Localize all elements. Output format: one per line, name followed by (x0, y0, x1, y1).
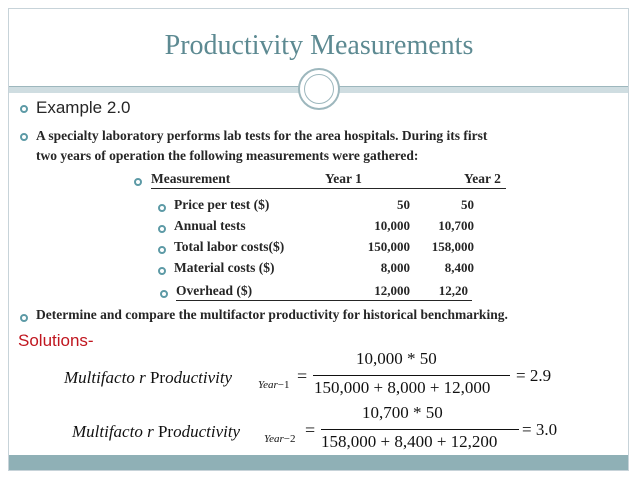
eq2-lhs-part: Multifacto (72, 422, 143, 441)
eq2-subscript-index: −2 (283, 433, 296, 445)
eq2-lhs-part: oductivity (173, 422, 241, 441)
table-cell-year2: 12,20 (438, 283, 468, 298)
eq1-subscript (258, 379, 290, 391)
table-cell-year1: 8,000 (380, 260, 410, 275)
bullet-dot (20, 314, 28, 322)
eq2-fraction-bar (321, 429, 519, 430)
eq2-denominator: 158,000 + 8,400 + 12,200 (321, 432, 498, 451)
eq1-fraction-bar (313, 375, 510, 376)
table-header-year2: Year 2 (464, 171, 501, 186)
eq2-result: = 3.0 (522, 420, 558, 439)
eq1-lhs (64, 368, 232, 388)
bullet-dot (158, 246, 166, 254)
table-row-label: Price per test ($) (174, 197, 270, 212)
title-ornament-circle (298, 68, 340, 110)
table-row-label: Overhead ($) (176, 283, 253, 298)
bullet-dot (20, 133, 28, 141)
table-cell-year2: 8,400 (444, 260, 474, 275)
table-header-row (151, 171, 506, 189)
eq2-subscript-word: Year (264, 433, 284, 445)
bullet-dot (158, 225, 166, 233)
example-heading: Example 2.0 (36, 98, 131, 117)
table-header-year1: Year 1 (325, 171, 362, 186)
intro-text-line1: A specialty laboratory performs lab tests for the area hospitals. During its first (36, 128, 488, 143)
eq2-equals: = (305, 420, 316, 440)
table-cell-year2: 10,700 (438, 218, 474, 233)
eq2-lhs (72, 422, 240, 442)
table-cell-year1: 150,000 (367, 239, 410, 254)
table-row-label: Annual tests (174, 218, 246, 233)
eq1-denominator: 150,000 + 8,000 + 12,000 (314, 378, 491, 397)
footer-band (9, 455, 628, 470)
eq2-numerator: 10,700 * 50 (362, 403, 443, 422)
bullet-dot (134, 178, 142, 186)
bullet-dot (158, 204, 166, 212)
bullet-dot (160, 290, 168, 298)
table-header-measurement: Measurement (151, 171, 231, 186)
eq1-equals: = (297, 366, 308, 386)
table-cell-year1: 12,000 (374, 283, 410, 298)
intro-text-line2: two years of operation the following measurements were gathered: (36, 148, 419, 163)
eq2-lhs-part: r (147, 422, 154, 441)
eq1-lhs-part: oductivity (165, 368, 233, 387)
table-row-label: Material costs ($) (174, 260, 275, 275)
bullet-dot (20, 105, 28, 113)
determine-text: Determine and compare the multifactor productivity for historical benchmarking. (36, 307, 508, 322)
table-cell-year2: 50 (461, 197, 474, 212)
eq1-lhs-part: Pr (149, 368, 166, 387)
bullet-dot (158, 267, 166, 275)
eq1-subscript-index: −1 (277, 379, 290, 391)
table-cell-year1: 10,000 (374, 218, 410, 233)
eq1-numerator: 10,000 * 50 (356, 349, 437, 368)
table-cell-year1: 50 (397, 197, 410, 212)
table-row-label: Total labor costs($) (174, 239, 285, 254)
eq1-lhs-part: Multifacto (64, 368, 135, 387)
solutions-heading: Solutions- (18, 331, 94, 350)
table-cell-year2: 158,000 (431, 239, 474, 254)
slide-title: Productivity Measurements (164, 30, 474, 61)
eq1-subscript-word: Year (258, 379, 278, 391)
eq2-subscript (264, 433, 296, 445)
eq1-result: = 2.9 (516, 366, 552, 385)
eq1-lhs-part: r (139, 368, 146, 387)
eq2-lhs-part: Pr (157, 422, 174, 441)
